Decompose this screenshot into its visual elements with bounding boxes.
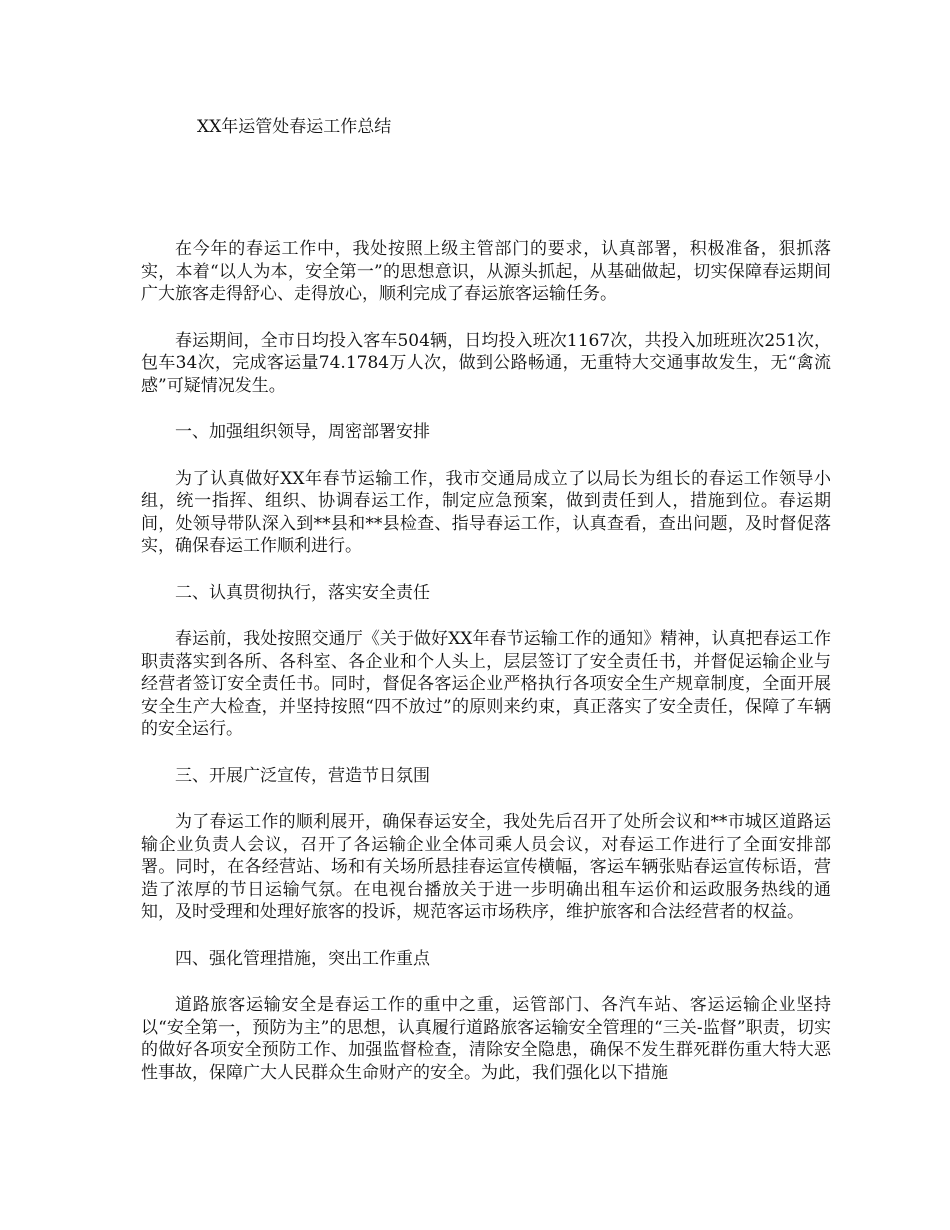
- document-title: XX年运管处春运工作总结: [197, 117, 392, 137]
- section-heading-2: 二、认真贯彻执行，落实安全责任: [175, 582, 430, 603]
- paragraph-section-1: 为了认真做好XX年春节运输工作，我市交通局成立了以局长为组长的春运工作领导小组，统一指挥、组织、协调春运工作，制定应急预案，做到责任到人，措施到位。春运期间，处领导带队深入到**县和**县检查、指导春运工作，认真查看，查出问题，及时督促落实，确保春运工作顺利进行。: [141, 468, 831, 556]
- section-heading-4: 四、强化管理措施，突出工作重点: [175, 948, 430, 969]
- paragraph-section-2: 春运前，我处按照交通厅《关于做好XX年春节运输工作的通知》精神，认真把春运工作职责落实到各所、各科室、各企业和个人头上，层层签订了安全责任书，并督促运输企业与经营者签订安全责任书。同时，督促各客运企业严格执行各项安全生产规章制度，全面开展安全生产大检查，并坚持按照“四不放过”的原则来约束，真正落实了安全责任，保障了车辆的安全运行。: [141, 629, 831, 739]
- document-body: [141, 238, 831, 1108]
- paragraph-section-4: 道路旅客运输安全是春运工作的重中之重，运管部门、各汽车站、客运运输企业坚持以“安全第一，预防为主”的思想，认真履行道路旅客运输安全管理的“三关-监督”职责，切实的做好各项安全预防工作、加强监督检查，清除安全隐患，确保不发生群死群伤重大特大恶性事故，保障广大人民群众生命财产的安全。为此，我们强化以下措施: [141, 995, 831, 1083]
- section-heading-1: 一、加强组织领导，周密部署安排: [175, 422, 430, 442]
- section-heading-3: 三、开展广泛宣传，营造节日氛围: [175, 765, 430, 786]
- paragraph-statistics: 春运期间，全市日均投入客车504辆，日均投入班次1167次，共投入加班班次251次，包车34次，完成客运量74.1784万人次，做到公路畅通，无重特大交通事故发生，无“禽流感”可疑情况发生。: [141, 330, 831, 396]
- paragraph-section-3: 为了春运工作的顺利展开，确保春运安全，我处先后召开了处所会议和**市城区道路运输企业负责人会议，召开了各运输企业全体司乘人员会议，对春运工作进行了全面安排部署。同时，在各经营站、场和有关场所悬挂春运宣传横幅，客运车辆张贴春运宣传标语，营造了浓厚的节日运输气氛。在电视台播放关于进一步明确出租车运价和运政服务热线的通知，及时受理和处理好旅客的投诉，规范客运市场秩序，维护旅客和合法经营者的权益。: [141, 812, 831, 922]
- paragraph-intro: 在今年的春运工作中，我处按照上级主管部门的要求，认真部署，积极准备，狠抓落实，本着“以人为本，安全第一”的思想意识，从源头抓起，从基础做起，切实保障春运期间广大旅客走得舒心、走得放心，顺利完成了春运旅客运输任务。: [141, 239, 831, 304]
